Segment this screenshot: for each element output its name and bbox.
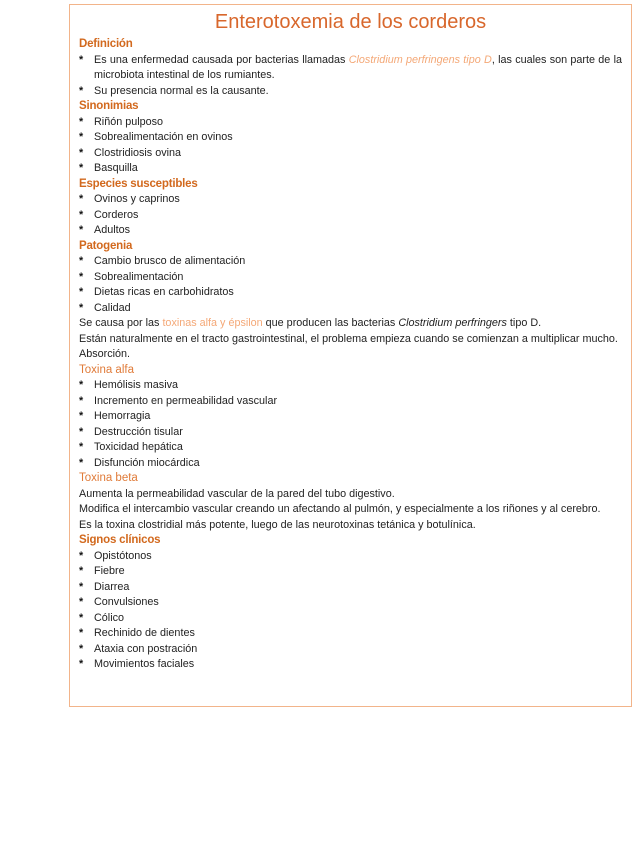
heading-patogenia: Patogenia bbox=[79, 239, 133, 252]
paragraph-beta-1: Aumenta la permeabilidad vascular de la pared del tubo digestivo. bbox=[79, 487, 395, 500]
paragraph-tracto: Están naturalmente en el tracto gastrointestinal, el problema empieza cuando se comienzan a multiplicar mucho. bbox=[79, 332, 618, 345]
list-especies bbox=[79, 192, 622, 239]
list-item: * Disfunción miocárdica bbox=[79, 456, 622, 472]
list-patogenia bbox=[79, 254, 622, 316]
list-item: * Hemólisis masiva bbox=[79, 378, 622, 394]
list-toxina-alfa bbox=[79, 378, 622, 471]
heading-toxina-beta: Toxina beta bbox=[79, 472, 138, 484]
bullet-icon: * bbox=[79, 565, 84, 577]
bullet-icon: * bbox=[79, 146, 84, 159]
bullet-icon: * bbox=[79, 84, 84, 97]
list-item: * Hemorragia bbox=[79, 409, 622, 425]
paragraph-beta-2: Modifica el intercambio vascular creando un afectando al pulmón, y especialmente a los riñones y al cerebro. bbox=[79, 503, 601, 515]
list-item: * Sobrealimentación en ovinos bbox=[79, 130, 622, 146]
bullet-icon: * bbox=[79, 425, 84, 438]
bullet-icon: * bbox=[79, 53, 84, 66]
list-item: * Dietas ricas en carbohidratos bbox=[79, 285, 622, 301]
paragraph-absorcion: Absorción. bbox=[79, 348, 131, 360]
bullet-icon: * bbox=[79, 596, 84, 608]
bullet-icon: * bbox=[79, 658, 84, 670]
list-item: * Incremento en permeabilidad vascular bbox=[79, 394, 622, 410]
list-item: * Cólico bbox=[79, 611, 622, 627]
bullet-icon: * bbox=[79, 301, 84, 314]
list-item: * Basquilla bbox=[79, 161, 622, 177]
heading-toxina-alfa: Toxina alfa bbox=[79, 363, 134, 376]
list-signos bbox=[79, 549, 622, 673]
list-item: * Destrucción tisular bbox=[79, 425, 622, 441]
page-title: Enterotoxemia de los corderos bbox=[214, 11, 487, 33]
list-item: * Diarrea bbox=[79, 580, 622, 596]
highlight-text: Clostridium perfringens tipo D bbox=[348, 53, 492, 66]
list-item: * Movimientos faciales bbox=[79, 657, 622, 673]
bullet-icon: * bbox=[79, 255, 84, 267]
bullet-icon: * bbox=[79, 611, 84, 624]
bullet-icon: * bbox=[79, 642, 84, 655]
list-item: * Opistótonos bbox=[79, 549, 622, 565]
bullet-icon: * bbox=[79, 193, 84, 205]
list-item: * Cambio brusco de alimentación bbox=[79, 254, 622, 270]
bullet-icon: * bbox=[79, 131, 84, 143]
bullet-icon: * bbox=[79, 580, 84, 593]
list-item: * Ataxia con postración bbox=[79, 642, 622, 658]
heading-definicion: Definición bbox=[79, 38, 133, 50]
bullet-icon: * bbox=[79, 456, 84, 469]
bullet-icon: * bbox=[79, 270, 84, 283]
bullet-icon: * bbox=[79, 162, 84, 174]
list-item: * Convulsiones bbox=[79, 595, 622, 611]
list-item: * Corderos bbox=[79, 208, 622, 224]
list-item: * Clostridiosis ovina bbox=[79, 146, 622, 162]
list-item: * Fiebre bbox=[79, 564, 622, 580]
heading-sinonimias: Sinonimias bbox=[79, 100, 139, 112]
list-item: * Su presencia normal es la causante. bbox=[79, 84, 622, 100]
paragraph-causa: Se causa por las toxinas alfa y épsilon que producen las bacterias Clostridium perfringers tipo D. bbox=[79, 317, 542, 329]
list-item: * Es una enfermedad causada por bacterias llamadas Clostridium perfringens tipo D, las cuales son parte de la microbiota intestinal de los rumiantes. bbox=[79, 53, 622, 81]
list-sinonimias bbox=[79, 115, 622, 177]
bullet-icon: * bbox=[79, 208, 84, 221]
document-card bbox=[69, 4, 632, 707]
highlight-text: toxinas alfa y épsilon bbox=[162, 317, 263, 329]
bullet-icon: * bbox=[79, 410, 84, 422]
heading-signos: Signos clínicos bbox=[79, 534, 161, 546]
list-item: * Calidad bbox=[79, 301, 622, 317]
heading-especies: Especies susceptibles bbox=[79, 177, 198, 190]
list-item: * Riñón pulposo bbox=[79, 115, 622, 131]
list-item: * Sobrealimentación bbox=[79, 270, 622, 286]
list-item: * Ovinos y caprinos bbox=[79, 192, 622, 208]
bullet-icon: * bbox=[79, 115, 84, 128]
bullet-icon: * bbox=[79, 286, 84, 298]
bullet-icon: * bbox=[79, 441, 84, 453]
list-item: * Toxicidad hepática bbox=[79, 440, 622, 456]
bullet-icon: * bbox=[79, 549, 84, 562]
list-definicion bbox=[79, 53, 622, 100]
bullet-icon: * bbox=[79, 627, 84, 639]
bullet-icon: * bbox=[79, 224, 84, 236]
paragraph-beta-3: Es la toxina clostridial más potente, luego de las neurotoxinas tetánica y botulínica. bbox=[79, 518, 476, 531]
list-item: * Rechinido de dientes bbox=[79, 626, 622, 642]
list-item: * Adultos bbox=[79, 223, 622, 239]
bullet-icon: * bbox=[79, 379, 84, 391]
bullet-icon: * bbox=[79, 394, 84, 407]
